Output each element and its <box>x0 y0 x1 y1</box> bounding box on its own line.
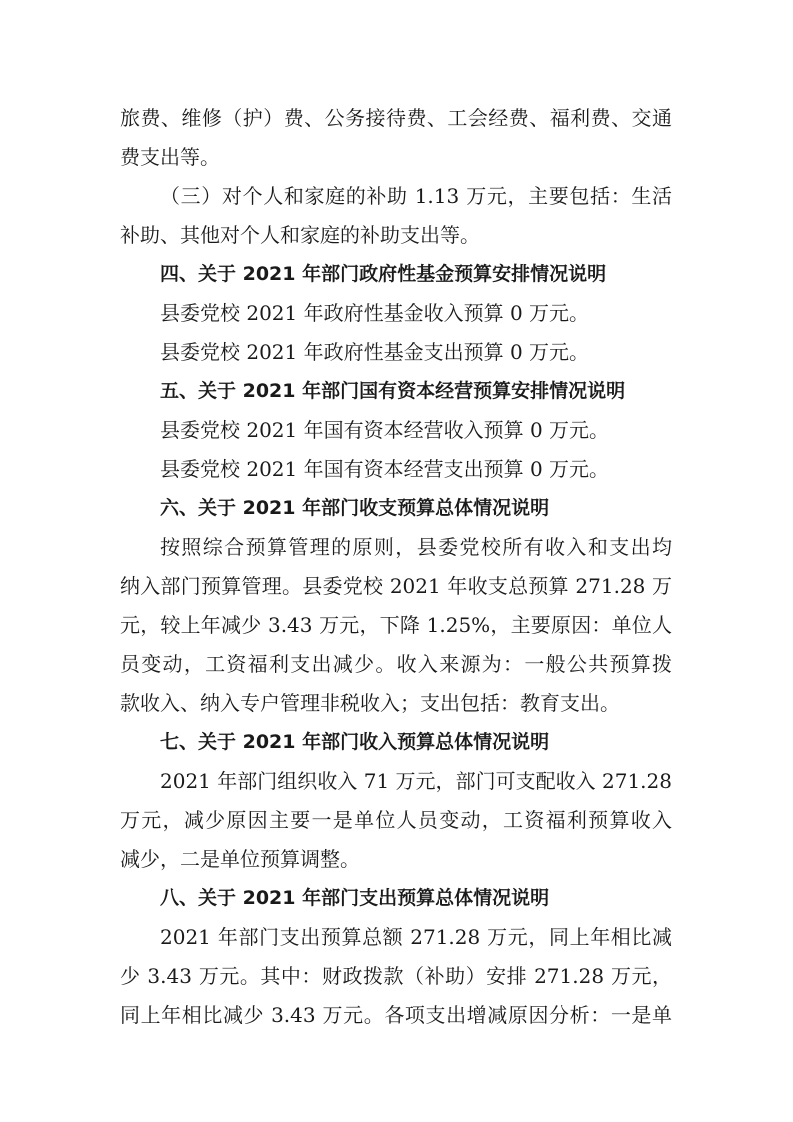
section-heading: 六、关于 2021 年部门收支预算总体情况说明 <box>160 497 550 519</box>
body-line: 2021 年部门组织收入 71 万元，部门可支配收入 271.28 <box>160 769 672 793</box>
section-heading: 五、关于 2021 年部门国有资本经营预算安排情况说明 <box>160 380 626 402</box>
body-line: 县委党校 2021 年政府性基金支出预算 0 万元。 <box>160 340 590 364</box>
body-line: 县委党校 2021 年国有资本经营支出预算 0 万元。 <box>160 457 610 481</box>
body-line: 同上年相比减少 3.43 万元。各项支出增减原因分析：一是单 <box>120 1003 672 1027</box>
body-line: 2021 年部门支出预算总额 271.28 万元，同上年相比减 <box>160 925 672 949</box>
body-line: 员变动，工资福利支出减少。收入来源为：一般公共预算拨 <box>120 652 672 676</box>
body-line: 补助、其他对个人和家庭的补助支出等。 <box>120 223 480 247</box>
body-line: 县委党校 2021 年政府性基金收入预算 0 万元。 <box>160 301 590 325</box>
body-line: 费支出等。 <box>120 145 220 169</box>
section-heading: 七、关于 2021 年部门收入预算总体情况说明 <box>160 731 550 753</box>
section-heading: 四、关于 2021 年部门政府性基金预算安排情况说明 <box>160 263 607 285</box>
body-line: 万元，减少原因主要一是单位人员变动，工资福利预算收入 <box>120 808 672 832</box>
body-line: 旅费、维修（护）费、公务接待费、工会经费、福利费、交通 <box>120 106 672 130</box>
body-line: （三）对个人和家庭的补助 1.13 万元，主要包括：生活 <box>160 184 672 208</box>
body-line: 按照综合预算管理的原则，县委党校所有收入和支出均 <box>160 535 672 559</box>
body-line: 县委党校 2021 年国有资本经营收入预算 0 万元。 <box>160 418 610 442</box>
body-line: 纳入部门预算管理。县委党校 2021 年收支总预算 271.28 万 <box>120 574 672 598</box>
section-heading: 八、关于 2021 年部门支出预算总体情况说明 <box>160 887 550 909</box>
body-line: 款收入、纳入专户管理非税收入；支出包括：教育支出。 <box>120 691 620 715</box>
body-line: 减少，二是单位预算调整。 <box>120 847 360 871</box>
body-line: 元，较上年减少 3.43 万元，下降 1.25%，主要原因：单位人 <box>120 613 672 637</box>
body-line: 少 3.43 万元。其中：财政拨款（补助）安排 271.28 万元， <box>120 964 672 988</box>
